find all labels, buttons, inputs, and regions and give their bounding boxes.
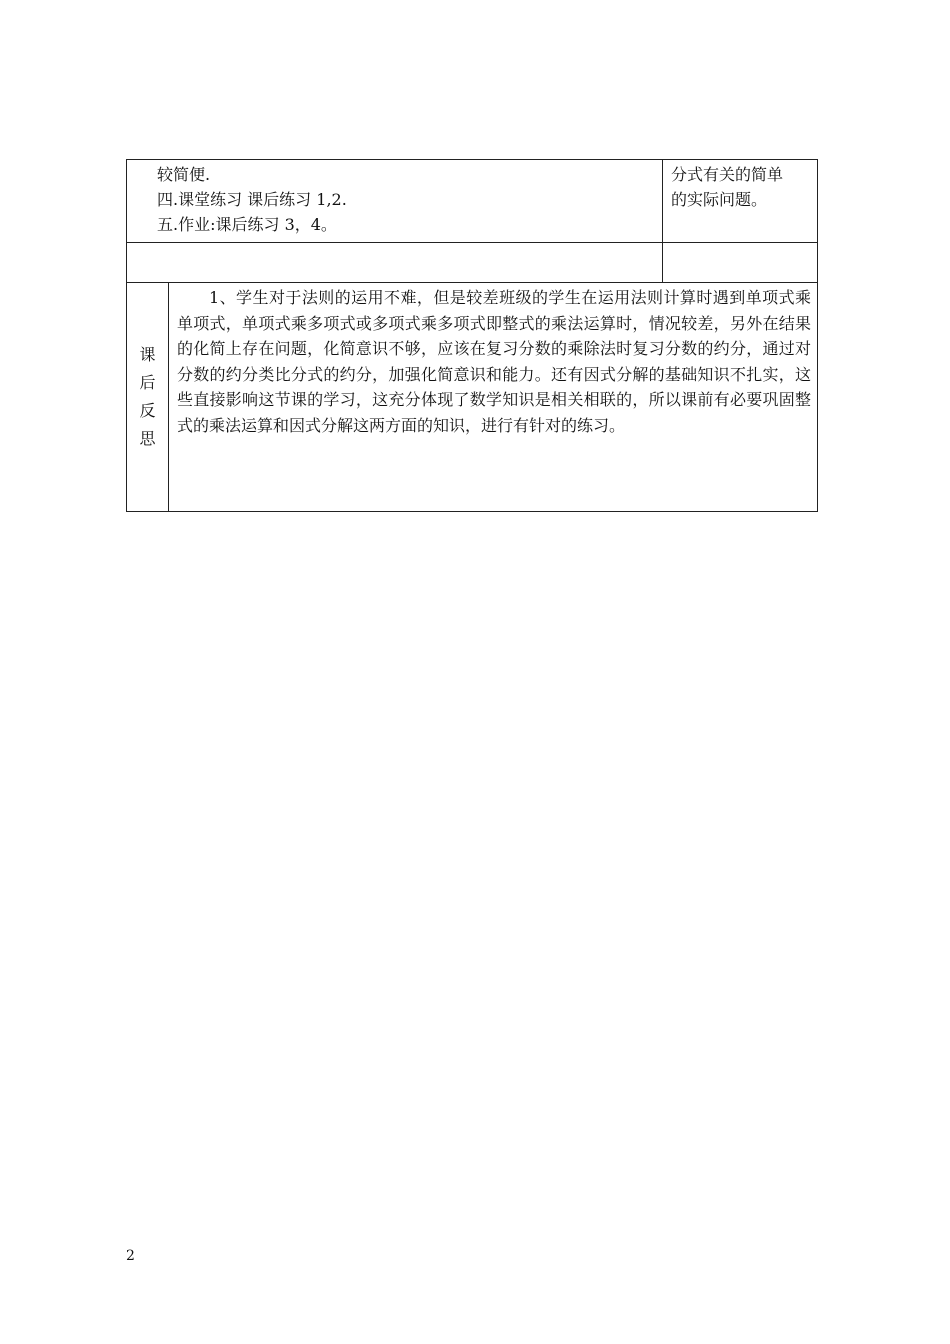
step-line-1: 较简便. <box>157 165 211 184</box>
page-number: 2 <box>126 1248 135 1264</box>
steps-cell <box>127 160 663 243</box>
step-line-3: 五.作业:课后练习 3，4。 <box>157 215 337 234</box>
notes-cell <box>663 160 818 243</box>
reflection-label-char-4: 思 <box>139 429 156 448</box>
reflection-label-char-1: 课 <box>139 345 156 364</box>
step-line-2: 四.课堂练习 课后练习 1,2. <box>157 190 347 209</box>
reflection-label-char-3: 反 <box>139 401 156 420</box>
empty-cell-side <box>663 243 818 283</box>
reflection-label-char-2: 后 <box>139 373 156 392</box>
table-row-reflection <box>127 283 818 512</box>
reflection-label <box>127 283 169 512</box>
note-line-1: 分式有关的简单 <box>671 165 784 184</box>
reflection-content <box>169 283 818 512</box>
lesson-plan-table <box>126 159 818 512</box>
empty-cell-main <box>127 243 663 283</box>
table-row-steps <box>127 160 818 243</box>
table-row-empty <box>127 243 818 283</box>
note-line-2: 的实际问题。 <box>671 190 768 209</box>
reflection-paragraph: 1、学生对于法则的运用不难，但是较差班级的学生在运用法则计算时遇到单项式乘单项式，单项式乘多项式或多项式乘多项式即整式的乘法运算时，情况较差，另外在结果的化简上存在问题，化简意识不够，应该在复习分数的乘除法时复习分数的约分，通过对分数的约分类比分式的约分，加强化简意识和能力。还有因式分解的基础知识不扎实，这些直接影响这节课的学习，这充分体现了数学知识是相关相联的，所以课前有必要巩固整式的乘法运算和因式分解这两方面的知识，进行有针对的练习。 <box>177 288 812 435</box>
